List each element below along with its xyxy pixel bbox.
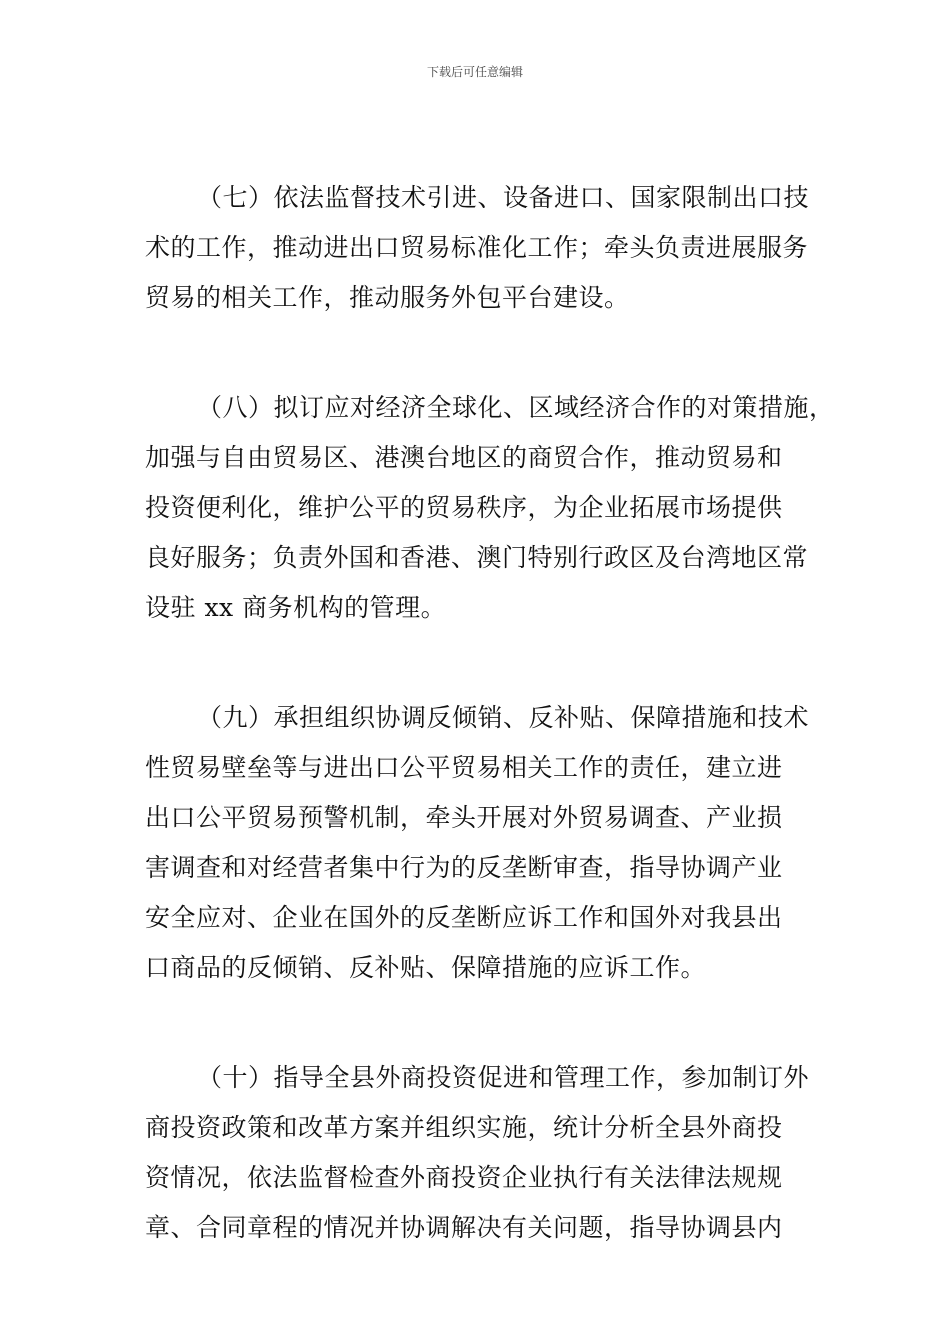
paragraph-line: 良好服务；负责外国和香港、澳门特别行政区及台湾地区常 <box>145 543 809 572</box>
paragraph-line: 加强与自由贸易区、港澳台地区的商贸合作，推动贸易和 <box>145 443 783 472</box>
paragraph-line: （九）承担组织协调反倾销、反补贴、保障措施和技术 <box>197 703 810 732</box>
paragraph-line: （八）拟订应对经济全球化、区域经济合作的对策措施， <box>197 393 835 422</box>
paragraph-7 <box>145 173 810 323</box>
paragraph-line: 口商品的反倾销、反补贴、保障措施的应诉工作。 <box>145 953 707 982</box>
paragraph-10 <box>145 1053 810 1253</box>
paragraph-9 <box>145 693 810 993</box>
paragraph-line: 投资便利化，维护公平的贸易秩序，为企业拓展市场提供 <box>145 493 783 522</box>
paragraph-line: 资情况，依法监督检查外商投资企业执行有关法律法规规 <box>145 1163 783 1192</box>
paragraph-line: 贸易的相关工作，推动服务外包平台建设。 <box>145 283 630 312</box>
page-header: 下载后可任意编辑 <box>426 65 523 79</box>
paragraph-line: 出口公平贸易预警机制，牵头开展对外贸易调查、产业损 <box>145 803 783 832</box>
paragraph-line: 性贸易壁垒等与进出口公平贸易相关工作的责任，建立进 <box>145 753 783 782</box>
paragraph-line: 设驻 xx 商务机构的管理。 <box>145 593 447 622</box>
paragraph-8 <box>145 383 835 633</box>
paragraph-line: 术的工作，推动进出口贸易标准化工作；牵头负责进展服务 <box>145 233 809 262</box>
paragraph-line: （十）指导全县外商投资促进和管理工作，参加制订外 <box>197 1063 810 1092</box>
document-body <box>145 173 835 1313</box>
paragraph-line: 害调查和对经营者集中行为的反垄断审查，指导协调产业 <box>145 853 783 882</box>
paragraph-line: （七）依法监督技术引进、设备进口、国家限制出口技 <box>197 183 810 212</box>
paragraph-line: 安全应对、企业在国外的反垄断应诉工作和国外对我县出 <box>145 903 783 932</box>
paragraph-line: 章、合同章程的情况并协调解决有关问题，指导协调县内 <box>145 1213 783 1242</box>
paragraph-line: 商投资政策和改革方案并组织实施，统计分析全县外商投 <box>145 1113 783 1142</box>
